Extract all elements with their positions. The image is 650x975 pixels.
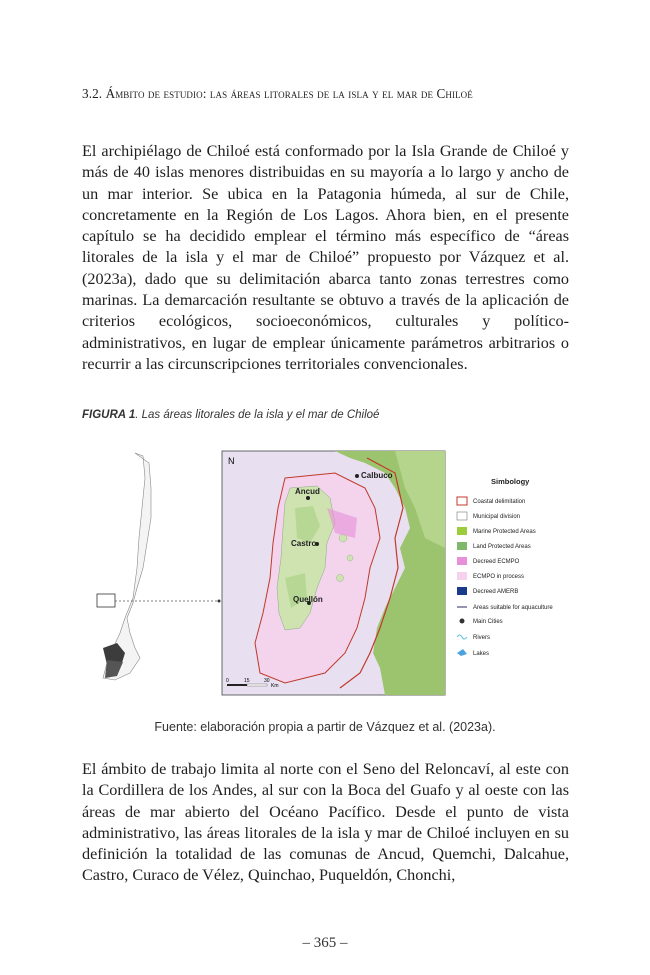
figure-caption-text: . Las áreas litorales de la isla y el mar de Chiloé	[135, 409, 380, 421]
paragraph-intro: El archipiélago de Chiloé está conformado por la Isla Grande de Chiloé y más de 40 islas menores distribuidas en su mayoría a lo largo y ancho de un mar interior. Se ubica en la Patagonia húmeda, al sur de Chile, concretamente en la Región de Los Lagos. Ahora bien, en el presente capítulo se ha decidido emplear el término más específico de “áreas litorales de la isla y el mar de Chiloé” propuesto por Vázquez et al. (2023a), dado que su delimitación abarca tanto zonas terrestres como marinas. La demarcación resultante se obtuvo a través de la aplicación de criterios ecológicos, socioeconómicos, culturales y político-administrativos, en lugar de emplear únicamente parámetros arbitrarios o recurrir a las circunscripciones territoriales convencionales.	[82, 142, 569, 373]
svg-text:15: 15	[244, 678, 250, 684]
city-label-calbuco: Calbuco	[361, 471, 393, 480]
detail-map	[222, 451, 445, 695]
page-number: – 365 –	[302, 935, 348, 951]
legend-item: Coastal delimitation	[473, 499, 526, 505]
chile-overview-map	[97, 453, 221, 680]
legend-item: Decreed AMERB	[473, 589, 519, 595]
legend-item: Decreed ECMPO	[473, 559, 520, 565]
map-image	[95, 448, 575, 698]
map-legend	[457, 477, 553, 657]
legend-item: Rivers	[473, 635, 491, 641]
legend-item: ECMPO in process	[473, 574, 525, 580]
paragraph-boundaries: El ámbito de trabajo limita al norte con el Seno del Reloncaví, al este con la Cordillera de los Andes, al sur con la Boca del Guafo y al oeste con las áreas de mar abierto del Océano Pacífico. Desde el punto de vista administrativo, las áreas litorales de la isla y mar de Chiloé incluyen en su definición la totalidad de las comunas de Ancud, Quemchi, Dalcahue, Castro, Curaco de Vélez, Quinchao, Puqueldón, Chonchi,	[82, 760, 569, 885]
north-arrow-icon: N	[228, 456, 235, 466]
svg-text:0: 0	[226, 678, 229, 684]
legend-item: Land Protected Areas	[473, 544, 531, 550]
svg-text:30: 30	[264, 678, 270, 684]
figure-map	[95, 448, 575, 698]
figure-source: Fuente: elaboración propia a partir de Vázquez et al. (2023a).	[154, 720, 496, 734]
legend-item: Areas suitable for aquaculture	[473, 605, 553, 611]
legend-item: Lakes	[473, 651, 490, 657]
legend-item: Marine Protected Areas	[473, 529, 536, 535]
legend-item: Main Cities	[473, 619, 503, 625]
city-label-castro: Castro	[291, 539, 317, 548]
figure-caption	[82, 409, 379, 421]
figure-label: FIGURA 1	[82, 409, 136, 421]
section-heading: 3.2. Ámbito de estudio: las áreas litorales de la isla y el mar de Chiloé	[82, 86, 473, 101]
legend-item: Municipal division	[473, 514, 521, 520]
city-label-ancud: Ancud	[295, 487, 320, 496]
svg-text:Km: Km	[271, 683, 279, 689]
city-label-quellon: Quellón	[293, 595, 323, 604]
legend-title: Simbology	[491, 477, 530, 486]
